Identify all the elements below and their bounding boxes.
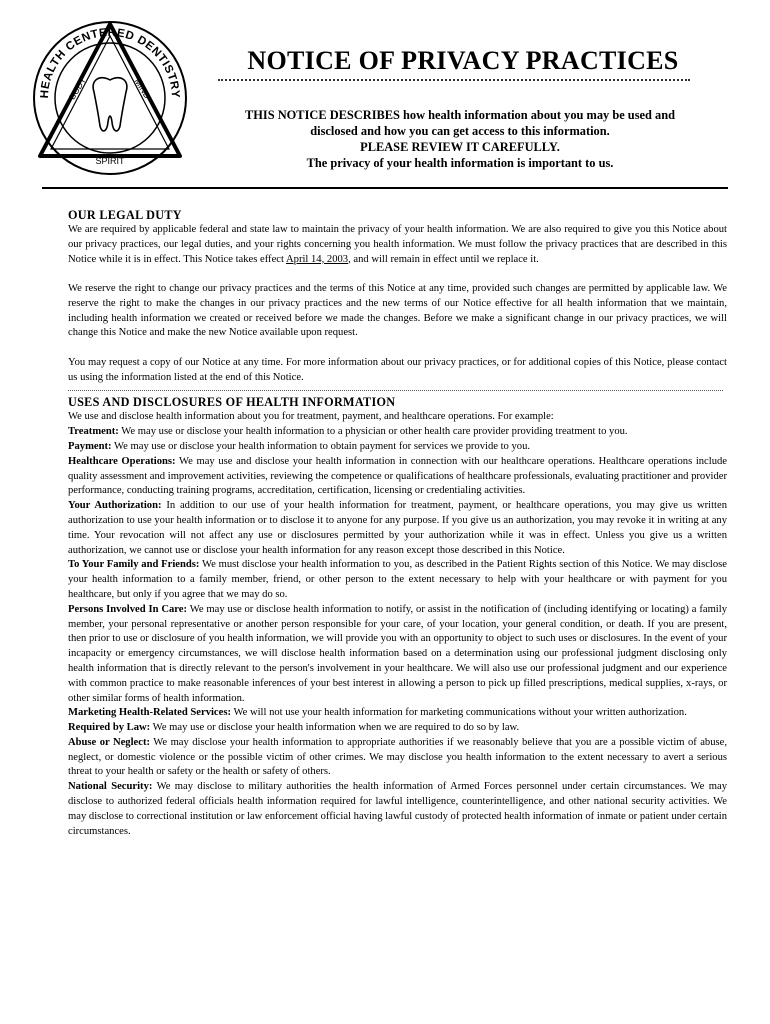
legal-duty-paragraph-1 (68, 223, 727, 267)
uses-item-national-security (68, 780, 727, 839)
legal-duty-paragraph-2: We reserve the right to change our privacy practices and the terms of this Notice at any time, provided such changes are permitted by applicable law. We reserve the right to make the changes in our privacy practices and the new terms of our Notice effective for all health information that we maintain, including health information we created or received before we made the changes. Before we make a significant change in our privacy practices, we will change this Notice and make the new Notice available upon request. (68, 282, 727, 339)
uses-item-required-by-law (68, 721, 727, 736)
intro-notice (210, 107, 710, 171)
dentistry-logo (30, 18, 190, 178)
uses-item-persons-involved (68, 603, 727, 707)
uses-item-marketing (68, 706, 727, 721)
item-label: Your Authorization: (68, 500, 162, 512)
intro-line: disclosed and how you can get access to this information. (310, 124, 610, 138)
uses-item-healthcare-operations (68, 455, 727, 499)
item-label: Required by Law: (68, 722, 151, 734)
legal-duty-heading: OUR LEGAL DUTY (68, 208, 182, 222)
item-label: National Security: (68, 781, 153, 793)
logo-arc-text: HEALTH CENTERED DENTISTRY (38, 26, 182, 99)
legal-duty-text: , and will remain in effect until we replace it. (348, 253, 539, 265)
intro-line: THIS NOTICE DESCRIBES how health information about you may be used and (245, 108, 675, 122)
uses-item-authorization (68, 499, 727, 558)
item-text: We may use and disclose your health information in connection with our healthcare operations. Healthcare operations include quality assessment and improvement activities, reviewing the competence or qualifications of healthcare professionals, evaluating practitioner and provider performance, conducting training programs, accreditation, certification, licensing or credentialing activities. (68, 455, 727, 497)
logo-body-label: BODY (66, 75, 89, 102)
uses-item-family-friends (68, 558, 727, 602)
item-text: We may disclose to military authorities the health information of Armed Forces personnel under certain circumstances. We may disclose to authorized federal officials health information required for lawful intelligence, counterintelligence, and other national security activities. We may disclose to correctional institution or law enforcement official having lawful custody of protected health information of inmate or patient under certain circumstances. (68, 781, 727, 837)
item-label: Abuse or Neglect: (68, 736, 151, 748)
item-text: In addition to our use of your health information for treatment, payment, or healthcare operations, you may give us written authorization to use your health information or to disclose it to anyone for any purpose. If you give us an authorization, you may revoke it in writing at any time. Your revocation will not affect any use or disclosures permitted by your authorization while it was in effect. Unless you give us a written authorization, we cannot use or disclose your health information for any reason except those described in this Notice. (68, 500, 727, 556)
item-text: We may use or disclose your health information to a physician or other health care provider providing treatment to you. (118, 426, 628, 438)
uses-item-payment (68, 440, 727, 455)
item-label: Persons Involved In Care: (68, 603, 188, 615)
logo-mind-label: MIND (132, 76, 153, 101)
item-label: Treatment: (68, 426, 119, 438)
uses-item-treatment (68, 425, 727, 440)
section-dotted-divider (68, 390, 723, 391)
item-text: We may use or disclose your health information to obtain payment for services we provide to you. (111, 440, 531, 452)
header-divider (42, 187, 728, 189)
legal-duty-text: We are required by applicable federal and state law to maintain the privacy of your health information. We are also required to give you this Notice about our privacy practices, our legal duties, and your rights concerning you health information. We must follow the privacy practices that are described in this Notice while it is in effect. This Notice takes effect (68, 224, 727, 265)
tooth-icon (93, 78, 127, 131)
intro-line: PLEASE REVIEW IT CAREFULLY. (360, 140, 560, 154)
page-title: NOTICE OF PRIVACY PRACTICES (247, 46, 679, 75)
item-label: Payment: (68, 440, 112, 452)
effective-date: April 14, 2003 (286, 253, 349, 265)
logo-spirit-label: SPIRIT (95, 156, 125, 166)
notice-body (68, 207, 727, 839)
item-label: Healthcare Operations: (68, 455, 176, 467)
intro-line: The privacy of your health information is important to us. (306, 156, 614, 170)
item-label: Marketing Health-Related Services: (68, 707, 231, 719)
item-text: We will not use your health information for marketing communications without your written authorization. (230, 707, 687, 719)
uses-item-abuse-neglect (68, 736, 727, 780)
item-text: We must disclose your health information to you, as described in the Patient Rights section of this Notice. We may disclose your health information to a family member, friend, or other person to the extent necessary to help with your healthcare or with payment for you healthcare, but only if you agree that we may do so. (68, 559, 727, 600)
uses-heading: USES AND DISCLOSURES OF HEALTH INFORMATION (68, 395, 396, 410)
legal-duty-paragraph-3: You may request a copy of our Notice at any time. For more information about our privacy practices, or for additional copies of this Notice, please contact us using the information listed at the end of this Notice. (68, 356, 727, 383)
item-text: We may disclose your health information to appropriate authorities if we reasonably believe that you are a possible victim of abuse, neglect, or domestic violence or the possible victim of other crimes. We may disclose you health information to the extent necessary to avert a serious threat to your health or safety or the health or safety of others. (68, 736, 727, 778)
item-label: To Your Family and Friends: (68, 559, 200, 571)
item-text: We may use or disclose your health information when we are required to do so by law. (150, 722, 520, 734)
title-dotted-divider (218, 79, 690, 81)
uses-intro: We use and disclose health information about you for treatment, payment, and healthcare operations. For example: (68, 411, 554, 423)
item-text: We may use or disclose health information to notify, or assist in the notification of (including identifying or locating) a family member, your personal representative or another person responsible for your care, of your location, your general condition, or death. If you are present, then prior to use or disclosure of you health information, we will provide you with an opportunity to object to such uses or disclosures. In the event of your incapacity or emergency circumstances, we will disclose health information based on a determination using our professional judgment disclosing only health information that is directly relevant to the person's involvement in your healthcare. We will also use our professional judgment and our experience with common practice to make reasonable inferences of your best interest in allowing a person to pick up filled prescriptions, medical supplies, x-rays, or other similar forms of health information. (68, 603, 727, 704)
